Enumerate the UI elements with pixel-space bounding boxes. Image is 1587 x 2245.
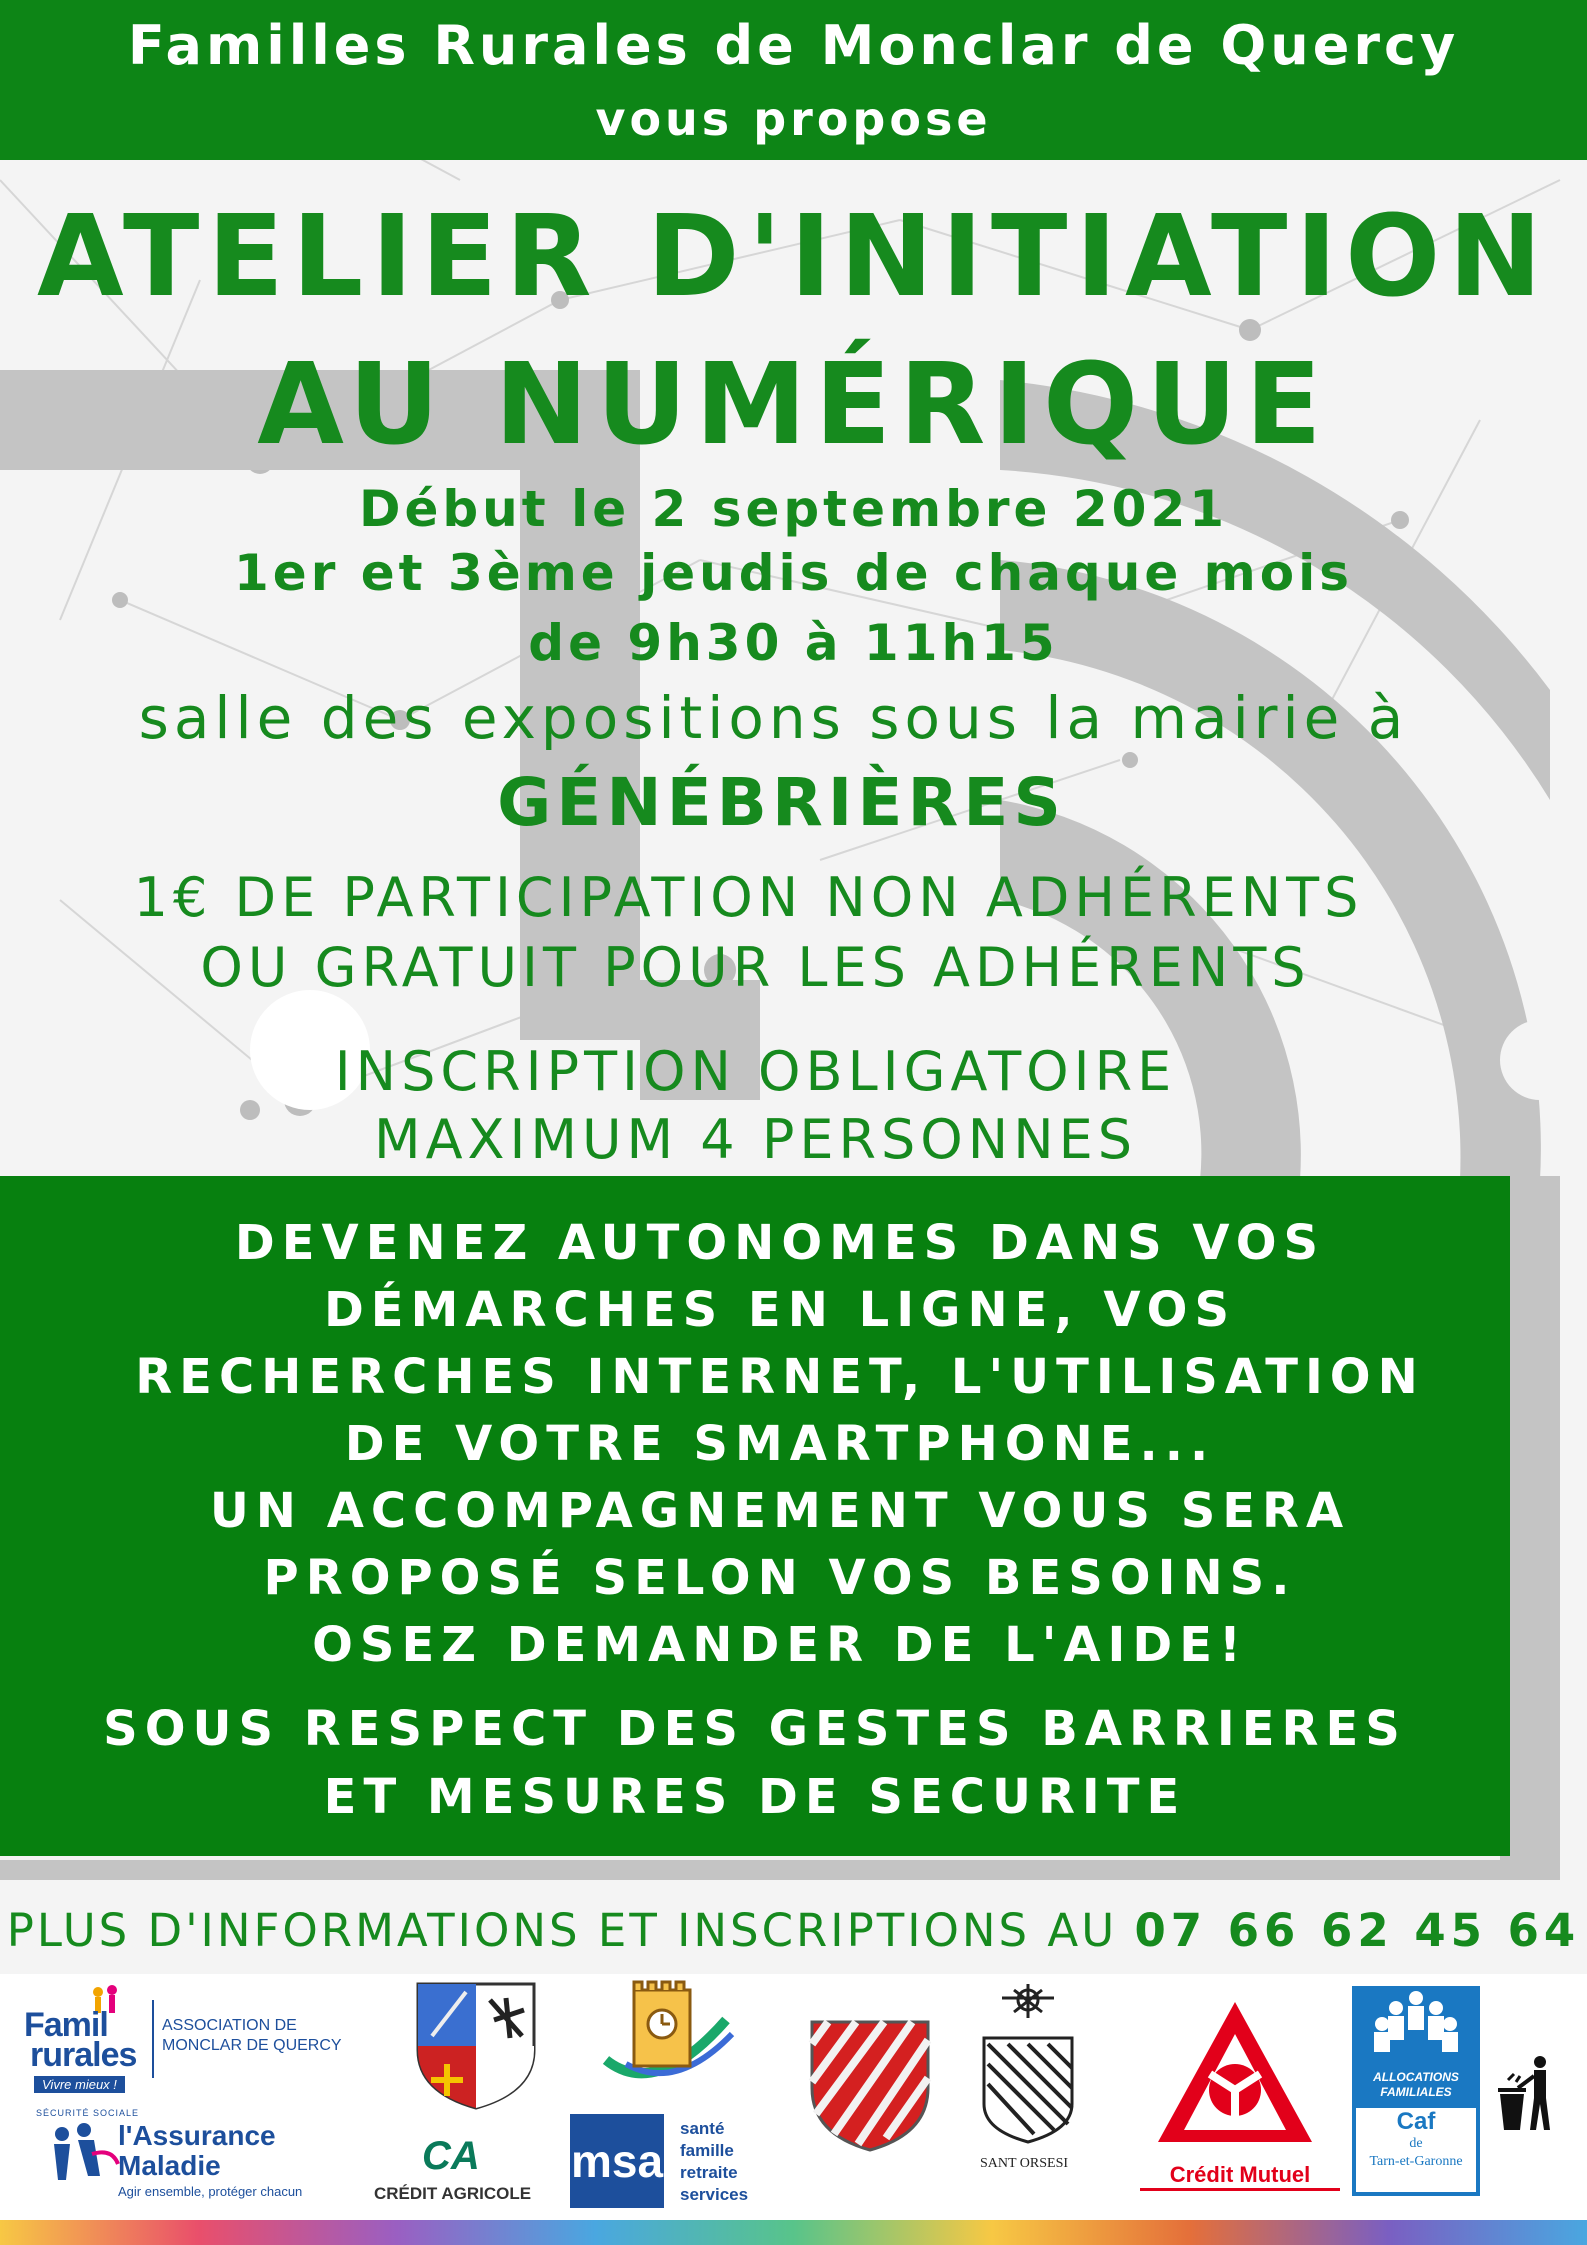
association-line-1: ASSOCIATION DE [162, 2017, 297, 2034]
caf-line-2: FAMILIALES [1380, 2085, 1452, 2099]
pricing-line-2: OU GRATUIT POUR LES ADHÉRENTS [200, 936, 1311, 999]
clock-tower-logo-icon [586, 1980, 736, 2100]
assurance-tagline: Agir ensemble, protéger chacun [118, 2184, 303, 2199]
sant-orsesi-logo [968, 1984, 1088, 2184]
credit-mutuel-logo [1140, 1994, 1340, 2194]
caf-white-panel [1356, 2108, 1476, 2192]
title-line-1: ATELIER D'INITIATION [36, 192, 1551, 322]
info-line-1: DEVENEZ AUTONOMES DANS VOS [234, 1215, 1326, 1271]
info-line-4: DE VOTRE SMARTPHONE... [344, 1416, 1216, 1472]
credit-agricole-text: CRÉDIT AGRICOLE [374, 2184, 532, 2203]
meeting-hours: de 9h30 à 11h15 [528, 614, 1059, 672]
familles-text-1: Famil [24, 2006, 108, 2044]
familles-tagline: Vivre mieux ! [34, 2076, 125, 2093]
partner-logos [0, 1974, 1587, 2245]
credit-agricole-mark: CA [422, 2134, 480, 2178]
msa-word-1: santé [680, 2119, 725, 2138]
caf-de: de [1409, 2136, 1423, 2151]
info-line-3: RECHERCHES INTERNET, L'UTILISATION [135, 1349, 1425, 1405]
msa-word-3: retraite [680, 2163, 738, 2182]
assurance-maladie-logo [36, 2106, 340, 2216]
caf-logo [1352, 1986, 1480, 2196]
sant-orsesi-shield-icon [968, 1984, 1088, 2144]
registration-line-1: INSCRIPTION OBLIGATOIRE [334, 1040, 1177, 1103]
contact-line [0, 1904, 1587, 1957]
msa-word-4: services [680, 2185, 749, 2204]
info-line-7: OSEZ DEMANDER DE L'AIDE! [312, 1617, 1248, 1673]
caf-line-1: ALLOCATIONS [1373, 2070, 1459, 2084]
credit-agricole-logo [374, 2134, 554, 2224]
litter-bin-icon [1494, 2054, 1564, 2134]
assurance-people-icon [40, 2120, 120, 2190]
assurance-text-2: Maladie [118, 2150, 221, 2181]
rainbow-footer-strip [0, 2220, 1587, 2245]
start-date: Début le 2 septembre 2021 [358, 480, 1229, 538]
caf-region: Tarn-et-Garonne [1369, 2154, 1463, 2169]
phone-number[interactable]: 07 66 62 45 64 [1134, 1904, 1581, 1957]
info-line-6: PROPOSÉ SELON VOS BESOINS. [263, 1550, 1297, 1606]
organizer-name: Familles Rurales de Monclar de Quercy [127, 14, 1460, 77]
msa-logo [570, 2114, 780, 2214]
info-line-5: UN ACCOMPAGNEMENT VOUS SERA [209, 1483, 1351, 1539]
caf-name: Caf [1396, 2108, 1436, 2135]
safety-line-2: ET MESURES DE SECURITE [323, 1769, 1187, 1825]
safety-line-1: SOUS RESPECT DES GESTES BARRIERES [103, 1701, 1407, 1757]
contact-label: PLUS D'INFORMATIONS ET INSCRIPTIONS AU [6, 1904, 1118, 1957]
securite-sociale-arc-text: SÉCURITÉ SOCIALE [36, 2108, 140, 2118]
caf-family-icon [1352, 1986, 1480, 2066]
msa-mark: msa [570, 2114, 664, 2208]
registration-line-2: MAXIMUM 4 PERSONNES [373, 1108, 1137, 1171]
msa-word-2: famille [680, 2141, 734, 2160]
venue-text: salle des expositions sous la mairie à [138, 684, 1409, 752]
familles-text-2: rurales [30, 2036, 137, 2074]
association-line-2: MONCLAR DE QUERCY [162, 2037, 342, 2054]
msa-words [680, 2118, 748, 2206]
coat-of-arms-red-icon [808, 2018, 932, 2154]
pricing-line-1: 1€ DE PARTICIPATION NON ADHÉRENTS [133, 866, 1364, 929]
credit-mutuel-emblem-icon [1150, 1994, 1320, 2154]
familles-rurales-logo [20, 1984, 150, 2094]
credit-mutuel-text: Crédit Mutuel [1140, 2162, 1340, 2191]
info-box [0, 1176, 1510, 1856]
association-text [162, 2016, 342, 2056]
town-name: GÉNÉBRIÈRES [497, 764, 1066, 841]
sant-orsesi-text: SANT ORSESI [980, 2156, 1069, 2171]
header-banner [0, 0, 1587, 160]
info-line-2: DÉMARCHES EN LIGNE, VOS [323, 1282, 1237, 1338]
assurance-text-1: l'Assurance [118, 2120, 276, 2151]
coat-of-arms-monclar-icon [414, 1980, 538, 2112]
familles-divider [152, 2000, 154, 2078]
meeting-days: 1er et 3ème jeudis de chaque mois [234, 544, 1353, 602]
proposes-text: vous propose [595, 92, 992, 146]
caf-allocations-text [1352, 2070, 1480, 2100]
title-line-2: AU NUMÉRIQUE [257, 340, 1330, 470]
